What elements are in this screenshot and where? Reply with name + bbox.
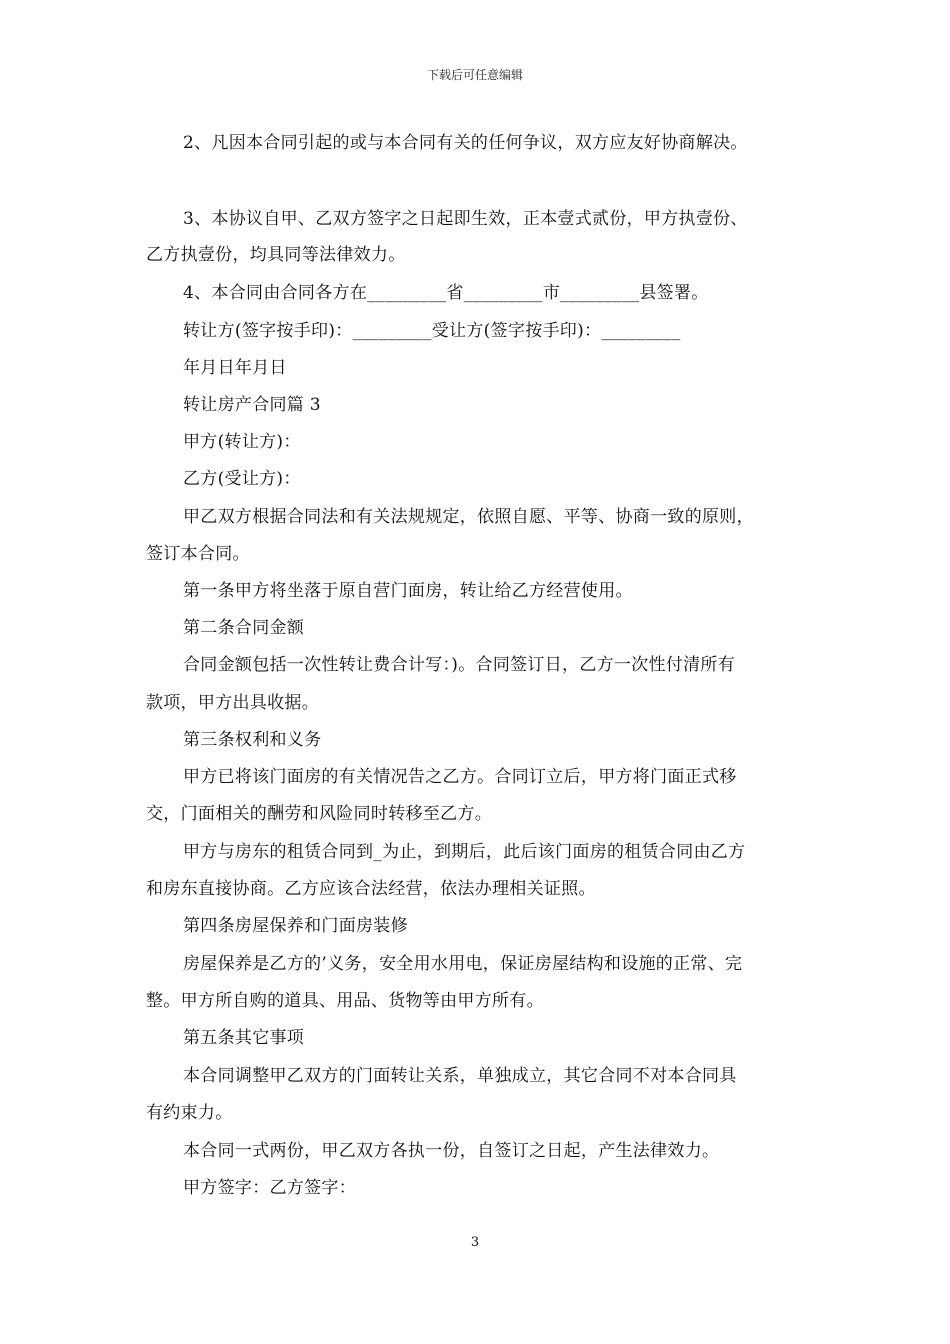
section-title: 转让房产合同篇 3 bbox=[183, 395, 321, 415]
page-header: 下载后可任意编辑 bbox=[426, 68, 523, 82]
article-5-line-2: 有约束力。 bbox=[146, 1103, 233, 1123]
article-2-title: 第二条合同金额 bbox=[183, 618, 305, 638]
article-4-title: 第四条房屋保养和门面房装修 bbox=[183, 916, 408, 936]
party-a: 甲方(转让方)： bbox=[183, 432, 301, 452]
clause-3-line-1: 3、本协议自甲、乙双方签字之日起即生效，正本壹式贰份，甲方执壹份、 bbox=[183, 209, 748, 229]
party-b: 乙方(受让方)： bbox=[183, 469, 301, 489]
preamble-line-1: 甲乙双方根据合同法和有关法规规定，依照自愿、平等、协商一致的原则， bbox=[183, 507, 754, 527]
article-3-line-3: 甲方与房东的租赁合同到_为止，到期后，此后该门面房的租赁合同由乙方 bbox=[183, 842, 746, 862]
signatures: 甲方签字：乙方签字： bbox=[183, 1178, 356, 1198]
article-5-line-3: 本合同一式两份，甲乙双方各执一份，自签订之日起，产生法律效力。 bbox=[183, 1141, 720, 1161]
clause-3-line-2: 乙方执壹份，均具同等法律效力。 bbox=[146, 245, 406, 265]
date-line: 年月日年月日 bbox=[183, 358, 287, 378]
page-number: 3 bbox=[470, 1235, 480, 1250]
preamble-line-2: 签订本合同。 bbox=[146, 544, 250, 564]
article-5-line-1: 本合同调整甲乙双方的门面转让关系，单独成立，其它合同不对本合同具 bbox=[183, 1066, 737, 1086]
clause-2: 2、凡因本合同引起的或与本合同有关的任何争议，双方应友好协商解决。 bbox=[183, 133, 748, 153]
article-2-line-2: 款项，甲方出具收据。 bbox=[146, 693, 319, 713]
article-4-line-2: 整。甲方所自购的道具、用品、货物等由甲方所有。 bbox=[146, 991, 544, 1011]
article-1: 第一条甲方将坐落于原自营门面房，转让给乙方经营使用。 bbox=[183, 581, 633, 601]
clause-4: 4、本合同由合同各方在_________省_________市_________县签署。 bbox=[183, 283, 709, 303]
article-3-line-2: 交，门面相关的酬劳和风险同时转移至乙方。 bbox=[146, 804, 492, 824]
article-3-line-4: 和房东直接协商。乙方应该合法经营，依法办理相关证照。 bbox=[146, 879, 596, 899]
signature-line: 转让方(签字按手印)：_________受让方(签字按手印)：_________ bbox=[183, 321, 681, 341]
article-4-line-1: 房屋保养是乙方的’义务，安全用水用电，保证房屋结构和设施的正常、完 bbox=[183, 954, 743, 974]
article-5-title: 第五条其它事项 bbox=[183, 1028, 305, 1048]
article-2-line-1: 合同金额包括一次性转让费合计写：)。合同签订日，乙方一次性付清所有 bbox=[183, 655, 736, 675]
article-3-line-1: 甲方已将该门面房的有关情况告之乙方。合同订立后，甲方将门面正式移 bbox=[183, 767, 737, 787]
article-3-title: 第三条权利和义务 bbox=[183, 730, 322, 750]
